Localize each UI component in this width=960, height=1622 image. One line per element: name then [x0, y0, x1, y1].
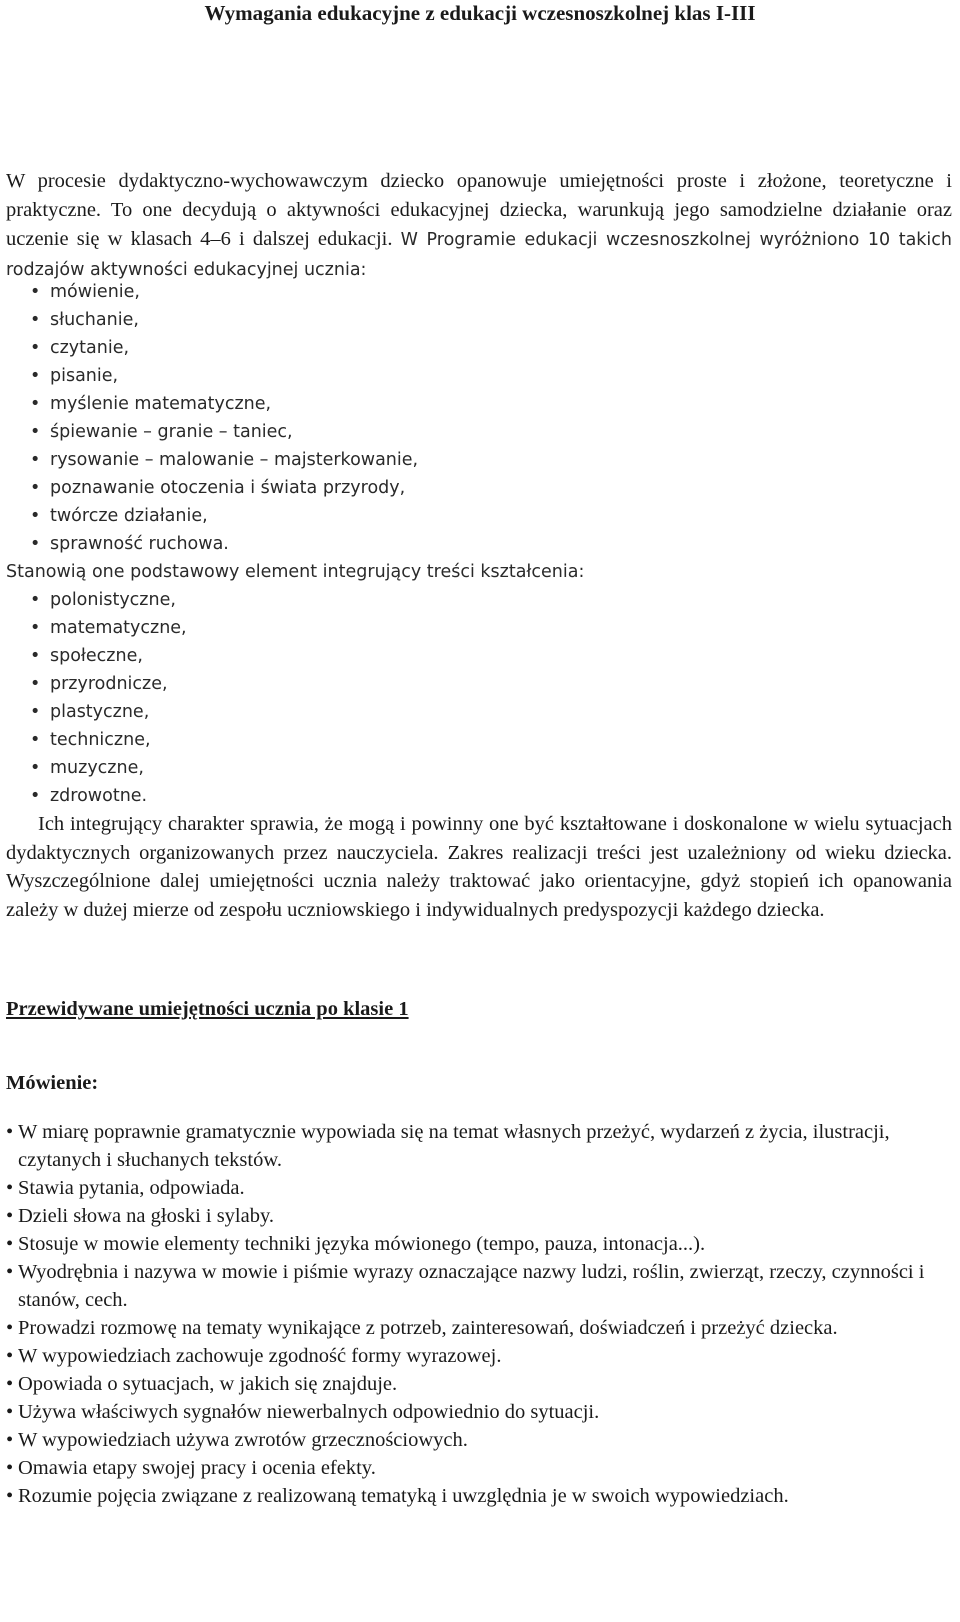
list-item: • twórcze działanie, — [28, 502, 418, 530]
list-item: • rysowanie – malowanie – majsterkowanie, — [28, 446, 418, 474]
content-areas-list — [28, 586, 187, 810]
list-item: • mówienie, — [28, 278, 418, 306]
intro-paragraph — [6, 167, 952, 285]
list-item: • przyrodnicze, — [28, 670, 187, 698]
list-item: • Prowadzi rozmowę na tematy wynikające z potrzeb, zainteresowań, doświadczeń i przeżyć dziecka. — [6, 1314, 946, 1342]
content-areas-intro: Stanowią one podstawowy element integrujący treści kształcenia: — [6, 562, 585, 582]
list-item: • myślenie matematyczne, — [28, 390, 418, 418]
list-item: • zdrowotne. — [28, 782, 187, 810]
list-item: • pisanie, — [28, 362, 418, 390]
list-item: • słuchanie, — [28, 306, 418, 334]
list-item: • Stosuje w mowie elementy techniki języka mówionego (tempo, pauza, intonacja...). — [6, 1230, 946, 1258]
list-item: • polonistyczne, — [28, 586, 187, 614]
list-item: • plastyczne, — [28, 698, 187, 726]
list-item: • Dzieli słowa na głoski i sylaby. — [6, 1202, 946, 1230]
list-item: • Wyodrębnia i nazywa w mowie i piśmie wyrazy oznaczające nazwy ludzi, roślin, zwierząt, rzeczy, czynności i stanów, cech. — [6, 1258, 946, 1314]
list-item: • sprawność ruchowa. — [28, 530, 418, 558]
list-item: • W miarę poprawnie gramatycznie wypowiada się na temat własnych przeżyć, wydarzeń z życia, ilustracji, czytanych i słuchanych tekstów. — [6, 1118, 946, 1174]
subsection-heading: Mówienie: — [6, 1072, 99, 1094]
list-item: • matematyczne, — [28, 614, 187, 642]
section-heading: Przewidywane umiejętności ucznia po klasie 1 — [6, 998, 409, 1020]
list-item: • śpiewanie – granie – taniec, — [28, 418, 418, 446]
list-item: • W wypowiedziach używa zwrotów grzecznościowych. — [6, 1426, 946, 1454]
list-item: • techniczne, — [28, 726, 187, 754]
list-item: • Rozumie pojęcia związane z realizowaną tematyką i uwzględnia je w swoich wypowiedziach. — [6, 1482, 946, 1510]
list-item: • muzyczne, — [28, 754, 187, 782]
list-item: • czytanie, — [28, 334, 418, 362]
closing-paragraph: Ich integrujący charakter sprawia, że mogą i powinny one być kształtowane i doskonalone w wielu sytuacjach dydaktycznych organizowanych przez nauczyciela. Zakres realizacji treści jest uzależniony od wieku dziecka. Wyszczególnione dalej umiejętności ucznia należy traktować jako orientacyjne, gdyż stopień ich opanowania zależy w dużej mierze od zespołu uczniowskiego i indywidualnych predyspozycji każdego dziecka. — [6, 813, 952, 921]
activities-list — [28, 278, 418, 558]
list-item: • Używa właściwych sygnałów niewerbalnych odpowiednio do sytuacji. — [6, 1398, 946, 1426]
list-item: • poznawanie otoczenia i świata przyrody, — [28, 474, 418, 502]
list-item: • W wypowiedziach zachowuje zgodność formy wyrazowej. — [6, 1342, 946, 1370]
list-item: • Stawia pytania, odpowiada. — [6, 1174, 946, 1202]
intro-program-text: W Programie edukacji wczesnoszkolnej wyróżniono 10 takich rodzajów aktywności edukacyjnej ucznia: — [6, 230, 952, 280]
list-item: • Omawia etapy swojej pracy i ocenia efekty. — [6, 1454, 946, 1482]
document-title: Wymagania edukacyjne z edukacji wczesnoszkolnej klas I-III — [204, 1, 756, 25]
list-item: • Opowiada o sytuacjach, w jakich się znajduje. — [6, 1370, 946, 1398]
speaking-skills-list — [6, 1118, 946, 1510]
list-item: • społeczne, — [28, 642, 187, 670]
intro-text: W procesie dydaktyczno-wychowawczym dziecko opanowuje umiejętności proste i złożone, teoretyczne i praktyczne. To one decydują o aktywności edukacyjnej dziecka, warunkują jego samodzielne działanie oraz uczenie się w klasach 4–6 i dalszej edukacji. — [6, 170, 952, 250]
